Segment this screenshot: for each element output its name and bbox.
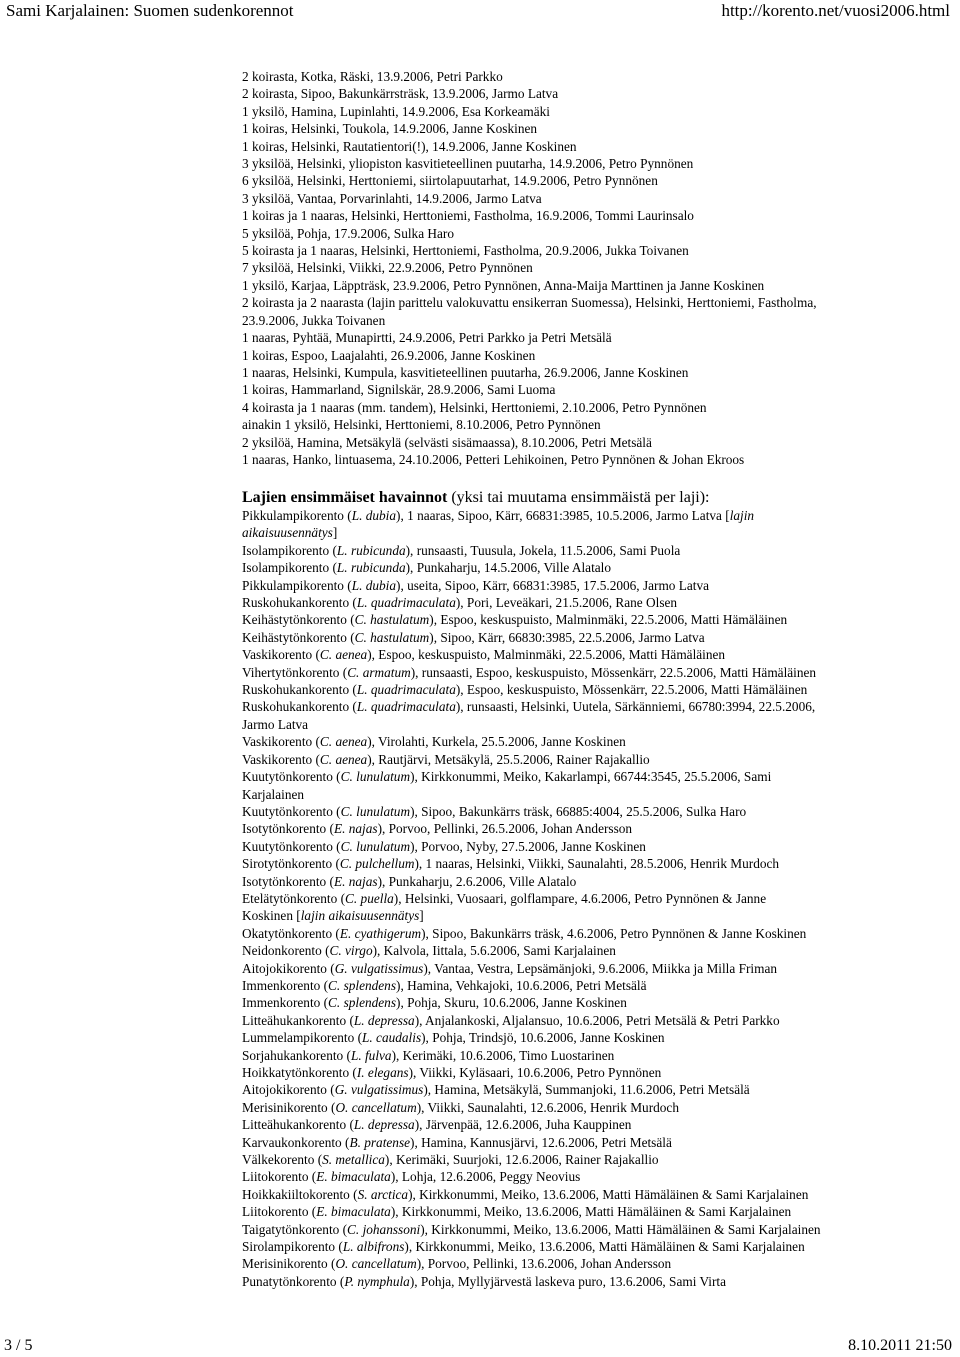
- first-sightings-list: [242, 507, 892, 1290]
- section-heading: [242, 488, 892, 507]
- sighting-line: Litteähukankorento (L. depressa), Anjalankoski, Aljalansuo, 10.6.2006, Petri Metsälä & Petri Parkko: [242, 1012, 780, 1028]
- observation-line: 3 yksilöä, Helsinki, yliopiston kasvitieteellinen puutarha, 14.9.2006, Petro Pynnönen: [242, 156, 694, 172]
- observation-line: 6 yksilöä, Helsinki, Herttoniemi, siirtolapuutarhat, 14.9.2006, Petro Pynnönen: [242, 173, 658, 189]
- observation-line: 1 naaras, Hanko, lintuasema, 24.10.2006, Petteri Lehikoinen, Petro Pynnönen & Johan Ekroos: [242, 451, 745, 467]
- observation-line: 1 koiras, Helsinki, Rautatientori(!), 14.9.2006, Janne Koskinen: [242, 138, 577, 154]
- observation-line: 1 koiras, Espoo, Laajalahti, 26.9.2006, Janne Koskinen: [242, 347, 536, 363]
- sighting-line: Ruskohukankorento (L. quadrimaculata), runsaasti, Helsinki, Uutela, Särkänniemi, 66780:3994, 22.5.2006,: [242, 699, 816, 715]
- sighting-line: Lummelampikorento (L. caudalis), Pohja, Trindsjö, 10.6.2006, Janne Koskinen: [242, 1030, 665, 1046]
- observation-line: 2 koirasta, Kotka, Räski, 13.9.2006, Petri Parkko: [242, 69, 503, 84]
- observation-line: 1 koiras ja 1 naaras, Helsinki, Herttoniemi, Fastholma, 16.9.2006, Tommi Laurinsalo: [242, 208, 694, 224]
- sighting-line: Liitokorento (E. bimaculata), Kirkkonummi, Meiko, 13.6.2006, Matti Hämäläinen & Sami Karjalainen: [242, 1204, 792, 1220]
- sighting-line: Isotytönkorento (E. najas), Porvoo, Pellinki, 26.5.2006, Johan Andersson: [242, 821, 633, 837]
- observation-line: 2 koirasta ja 2 naarasta (lajin parittelu valokuvattu ensikerran Suomessa), Helsinki, Herttoniemi, Fastholma,: [242, 295, 817, 311]
- observation-line: 2 yksilöä, Hamina, Metsäkylä (selvästi sisämaassa), 8.10.2006, Petri Metsälä: [242, 434, 652, 450]
- sighting-line: Jarmo Latva: [242, 716, 309, 732]
- observation-line: 1 koiras, Helsinki, Toukola, 14.9.2006, Janne Koskinen: [242, 121, 538, 137]
- section-heading-rest: (yksi tai muutama ensimmäistä per laji):: [447, 489, 710, 506]
- sighting-line: Vihertytönkorento (C. armatum), runsaasti, Espoo, keskuspuisto, Mössenkärr, 22.5.2006, Matti Hämäläinen: [242, 664, 817, 680]
- sighting-line: Keihästytönkorento (C. hastulatum), Sipoo, Kärr, 66830:3985, 22.5.2006, Jarmo Latva: [242, 629, 705, 645]
- sighting-line: Merisinikorento (O. cancellatum), Porvoo, Pellinki, 13.6.2006, Johan Andersson: [242, 1256, 672, 1272]
- observation-line: 1 naaras, Helsinki, Kumpula, kasvitieteellinen puutarha, 26.9.2006, Janne Koskinen: [242, 364, 689, 380]
- sighting-line: Karvaukonkorento (B. pratense), Hamina, Kannusjärvi, 12.6.2006, Petri Metsälä: [242, 1134, 672, 1150]
- sighting-line: Pikkulampikorento (L. dubia), 1 naaras, Sipoo, Kärr, 66831:3985, 10.5.2006, Jarmo Latva [lajin: [242, 508, 755, 523]
- section-heading-bold: Lajien ensimmäiset havainnot: [242, 489, 448, 506]
- sighting-line: Punatytönkorento (P. nymphula), Pohja, Myllyjärvestä laskeva puro, 13.6.2006, Sami Virta: [242, 1273, 726, 1289]
- sighting-line: Vaskikorento (C. aenea), Virolahti, Kurkela, 25.5.2006, Janne Koskinen: [242, 734, 626, 750]
- sighting-line: Vaskikorento (C. aenea), Rautjärvi, Metsäkylä, 25.5.2006, Rainer Rajakallio: [242, 751, 650, 767]
- sighting-line: Karjalainen: [242, 786, 305, 802]
- observation-line: 7 yksilöä, Helsinki, Viikki, 22.9.2006, Petro Pynnönen: [242, 260, 533, 276]
- observation-line: 2 koirasta, Sipoo, Bakunkärrsträsk, 13.9.2006, Jarmo Latva: [242, 86, 559, 102]
- observation-line: 23.9.2006, Jukka Toivanen: [242, 312, 386, 328]
- observation-line: 1 yksilö, Hamina, Lupinlahti, 14.9.2006, Esa Korkeamäki: [242, 103, 550, 119]
- observation-line: 1 naaras, Pyhtää, Munapirtti, 24.9.2006, Petri Parkko ja Petri Metsälä: [242, 330, 612, 346]
- sighting-line: Merisinikorento (O. cancellatum), Viikki, Saunalahti, 12.6.2006, Henrik Murdoch: [242, 1099, 679, 1115]
- observation-line: 4 koirasta ja 1 naaras (mm. tandem), Helsinki, Herttoniemi, 2.10.2006, Petro Pynnönen: [242, 399, 707, 415]
- observation-line: 5 koirasta ja 1 naaras, Helsinki, Herttoniemi, Fastholma, 20.9.2006, Jukka Toivanen: [242, 243, 689, 259]
- sighting-line: Liitokorento (E. bimaculata), Lohja, 12.6.2006, Peggy Neovius: [242, 1169, 581, 1185]
- sighting-line: Hoikkatytönkorento (I. elegans), Viikki, Kyläsaari, 10.6.2006, Petro Pynnönen: [242, 1065, 662, 1080]
- sighting-line: Immenkorento (C. splendens), Hamina, Vehkajoki, 10.6.2006, Petri Metsälä: [242, 977, 647, 993]
- sighting-line: Neidonkorento (C. virgo), Kalvola, Iittala, 5.6.2006, Sami Karjalainen: [242, 943, 616, 959]
- sighting-line: Keihästytönkorento (C. hastulatum), Espoo, keskuspuisto, Malminmäki, 22.5.2006, Matti Hämäläinen: [242, 612, 788, 628]
- sighting-line: Taigatytönkorento (C. johanssoni), Kirkkonummi, Meiko, 13.6.2006, Matti Hämäläinen & Sami Karjalainen: [242, 1221, 821, 1237]
- observation-line: 1 yksilö, Karjaa, Läppträsk, 23.9.2006, Petro Pynnönen, Anna-Maija Marttinen ja Janne Koskinen: [242, 277, 765, 293]
- observation-line: 1 koiras, Hammarland, Signilskär, 28.9.2006, Sami Luoma: [242, 382, 556, 398]
- sighting-line: Sirotytönkorento (C. pulchellum), 1 naaras, Helsinki, Viikki, Saunalahti, 28.5.2006, Henrik Murdoch: [242, 856, 780, 872]
- observation-line: 5 yksilöä, Pohja, 17.9.2006, Sulka Haro: [242, 225, 454, 241]
- print-datetime: 8.10.2011 21:50: [848, 1337, 952, 1354]
- sighting-line: Okatytönkorento (E. cyathigerum), Sipoo, Bakunkärrs träsk, 4.6.2006, Petro Pynnönen & Janne Koskinen: [242, 925, 807, 941]
- sighting-line: Kuutytönkorento (C. lunulatum), Kirkkonummi, Meiko, Kakarlampi, 66744:3545, 25.5.2006, Sami: [242, 769, 772, 785]
- sighting-line: Ruskohukankorento (L. quadrimaculata), Pori, Leveäkari, 21.5.2006, Rane Olsen: [242, 595, 678, 611]
- sighting-line: Isotytönkorento (E. najas), Punkaharju, 2.6.2006, Ville Alatalo: [242, 873, 577, 889]
- page-header-title: Sami Karjalainen: Suomen sudenkorennot: [6, 1, 294, 20]
- observation-line: 3 yksilöä, Vantaa, Porvarinlahti, 14.9.2006, Jarmo Latva: [242, 190, 542, 206]
- page-header-url: http://korento.net/vuosi2006.html: [721, 1, 950, 20]
- observation-list: [242, 68, 892, 468]
- sighting-line: Koskinen [lajin aikaisuusennätys]: [242, 908, 424, 924]
- observation-line: ainakin 1 yksilö, Helsinki, Herttoniemi, 8.10.2006, Petro Pynnönen: [242, 417, 601, 433]
- sighting-line: Kuutytönkorento (C. lunulatum), Sipoo, Bakunkärrs träsk, 66885:4004, 25.5.2006, Sulka Haro: [242, 803, 747, 819]
- sighting-line: aikaisuusennätys]: [242, 525, 338, 541]
- sighting-line: Sirolampikorento (L. albifrons), Kirkkonummi, Meiko, 13.6.2006, Matti Hämäläinen & Sami Karjalainen: [242, 1239, 805, 1255]
- sighting-line: Immenkorento (C. splendens), Pohja, Skuru, 10.6.2006, Janne Koskinen: [242, 995, 627, 1011]
- sighting-line: Välkekorento (S. metallica), Kerimäki, Suurjoki, 12.6.2006, Rainer Rajakallio: [242, 1152, 659, 1168]
- first-sightings-section: [242, 488, 892, 1290]
- sighting-line: Hoikkakiiltokorento (S. arctica), Kirkkonummi, Meiko, 13.6.2006, Matti Hämäläinen & Sami Karjalainen: [242, 1186, 809, 1202]
- sighting-line: Isolampikorento (L. rubicunda), Punkaharju, 14.5.2006, Ville Alatalo: [242, 560, 612, 576]
- page-number: 3 / 5: [4, 1337, 33, 1354]
- sighting-line: Isolampikorento (L. rubicunda), runsaasti, Tuusula, Jokela, 11.5.2006, Sami Puola: [242, 542, 681, 558]
- sighting-line: Aitojokikorento (G. vulgatissimus), Vantaa, Vestra, Lepsämänjoki, 9.6.2006, Miikka ja Milla Friman: [242, 960, 778, 976]
- sighting-line: Sorjahukankorento (L. fulva), Kerimäki, 10.6.2006, Timo Luostarinen: [242, 1047, 615, 1063]
- sighting-line: Vaskikorento (C. aenea), Espoo, keskuspuisto, Malminmäki, 22.5.2006, Matti Hämäläinen: [242, 647, 726, 663]
- sighting-line: Kuutytönkorento (C. lunulatum), Porvoo, Nyby, 27.5.2006, Janne Koskinen: [242, 838, 646, 854]
- sighting-line: Etelätytönkorento (C. puella), Helsinki, Vuosaari, golflampare, 4.6.2006, Petro Pynnönen & Janne: [242, 890, 767, 906]
- sighting-line: Ruskohukankorento (L. quadrimaculata), Espoo, keskuspuisto, Mössenkärr, 22.5.2006, Matti Hämäläinen: [242, 682, 808, 698]
- sighting-line: Pikkulampikorento (L. dubia), useita, Sipoo, Kärr, 66831:3985, 17.5.2006, Jarmo Latva: [242, 577, 710, 593]
- sighting-line: Aitojokikorento (G. vulgatissimus), Hamina, Metsäkylä, Summanjoki, 11.6.2006, Petri Metsälä: [242, 1082, 750, 1098]
- sighting-line: Litteähukankorento (L. depressa), Järvenpää, 12.6.2006, Juha Kauppinen: [242, 1117, 632, 1133]
